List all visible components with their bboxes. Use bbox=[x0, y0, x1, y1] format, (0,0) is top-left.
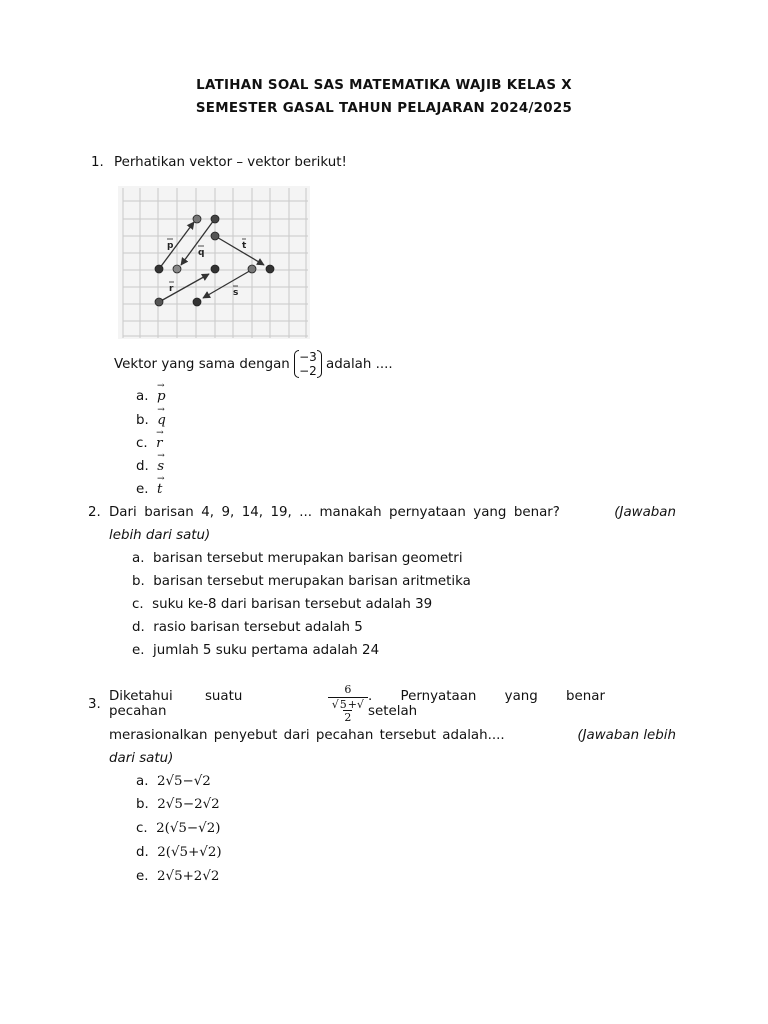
fraction-denominator: √5+√2 bbox=[328, 697, 368, 726]
option-text: jumlah 5 suku pertama adalah 24 bbox=[153, 643, 380, 658]
vector-r-label: r bbox=[169, 284, 174, 294]
option-letter: e. bbox=[132, 643, 145, 658]
q1-option-a[interactable] bbox=[136, 389, 166, 404]
option-letter: b. bbox=[132, 574, 145, 589]
option-text: barisan tersebut merupakan barisan aritmetika bbox=[153, 574, 471, 589]
q2-option-e[interactable] bbox=[132, 643, 379, 658]
q3-text-b: . Pernyataan yang benar setelah bbox=[368, 689, 605, 719]
option-letter: d. bbox=[136, 845, 149, 860]
vector-q-label: q bbox=[198, 248, 205, 258]
q1-stem bbox=[114, 350, 393, 380]
q3-number: 3. bbox=[88, 697, 101, 712]
q3-option-c[interactable] bbox=[136, 821, 220, 836]
q2-option-a[interactable] bbox=[132, 551, 463, 566]
q3-option-d[interactable] bbox=[136, 845, 222, 860]
q1-option-c[interactable] bbox=[136, 436, 163, 451]
q2-option-d[interactable] bbox=[132, 620, 363, 635]
q2-option-b[interactable] bbox=[132, 574, 471, 589]
option-letter: a. bbox=[136, 774, 149, 789]
matrix-entry-top: −3 bbox=[299, 350, 317, 364]
q1-option-d[interactable] bbox=[136, 459, 164, 474]
option-expression: 2(√5+√2) bbox=[157, 845, 222, 860]
option-vector-q: → q bbox=[157, 413, 166, 428]
q1-stem-after: adalah .... bbox=[326, 357, 393, 372]
option-letter: d. bbox=[132, 620, 145, 635]
radicand-5: 5 bbox=[339, 697, 347, 711]
option-letter: a. bbox=[132, 551, 145, 566]
q1-text: Perhatikan vektor – vektor berikut! bbox=[114, 155, 347, 170]
q2-number: 2. bbox=[88, 505, 101, 520]
q3-option-e[interactable] bbox=[136, 869, 219, 884]
q1-option-b[interactable] bbox=[136, 413, 166, 428]
option-text: barisan tersebut merupakan barisan geometri bbox=[152, 551, 463, 566]
option-expression: 2(√5−√2) bbox=[156, 821, 221, 836]
option-letter: c. bbox=[132, 597, 144, 612]
title-line-1: LATIHAN SOAL SAS MATEMATIKA WAJIB KELAS X bbox=[196, 78, 572, 93]
vector-s-label: s bbox=[233, 288, 239, 298]
q3-line-3: dari satu) bbox=[109, 751, 174, 766]
matrix-entry-bottom: −2 bbox=[299, 364, 317, 378]
q1-option-e[interactable] bbox=[136, 482, 162, 497]
q3-text-c: merasionalkan penyebut dari pecahan tersebut adalah.... bbox=[109, 728, 505, 743]
option-expression: 2√5+2√2 bbox=[157, 869, 220, 884]
option-vector-s: → s bbox=[157, 459, 164, 474]
q3-line-1 bbox=[109, 682, 676, 725]
q3-option-a[interactable] bbox=[136, 774, 211, 789]
q3-text-a: Diketahui suatu pecahan bbox=[109, 689, 243, 719]
option-expression: 2√5−√2 bbox=[156, 774, 211, 789]
option-letter: c. bbox=[136, 436, 148, 451]
option-letter: d. bbox=[136, 459, 149, 474]
option-letter: b. bbox=[136, 413, 149, 428]
q2-option-c[interactable] bbox=[132, 597, 432, 612]
option-text: rasio barisan tersebut adalah 5 bbox=[153, 620, 363, 635]
fraction-numerator: 6 bbox=[344, 682, 352, 696]
vector-t-label: t bbox=[242, 241, 247, 251]
option-letter: c. bbox=[136, 821, 148, 836]
option-vector-p: → p bbox=[157, 389, 166, 404]
option-text: suku ke-8 dari barisan tersebut adalah 39 bbox=[152, 597, 433, 612]
option-letter: b. bbox=[136, 797, 149, 812]
q2-line-1 bbox=[109, 505, 676, 520]
q2-text: Dari barisan 4, 9, 14, 19, ... manakah pernyataan yang benar? bbox=[109, 505, 560, 520]
q2-line-2: lebih dari satu) bbox=[109, 528, 211, 543]
option-letter: e. bbox=[136, 482, 149, 497]
q1-stem-before: Vektor yang sama dengan bbox=[114, 357, 290, 372]
q3-line-2 bbox=[109, 728, 676, 743]
vector-grid-figure bbox=[118, 186, 310, 339]
option-letter: e. bbox=[136, 869, 149, 884]
q2-italic-note: (Jawaban bbox=[614, 505, 676, 520]
title-line-2: SEMESTER GASAL TAHUN PELAJARAN 2024/2025 bbox=[195, 101, 573, 116]
column-vector-matrix bbox=[294, 350, 322, 378]
fraction bbox=[328, 683, 368, 725]
q3-italic-note: (Jawaban lebih bbox=[577, 728, 676, 743]
option-vector-t: → t bbox=[157, 482, 162, 497]
q1-number: 1. bbox=[91, 155, 104, 170]
option-vector-r: → r bbox=[156, 436, 162, 451]
q3-option-b[interactable] bbox=[136, 797, 220, 812]
vector-p-label: p bbox=[167, 241, 174, 251]
radicand-2: 2 bbox=[344, 711, 352, 725]
option-letter: a. bbox=[136, 389, 149, 404]
option-expression: 2√5−2√2 bbox=[157, 797, 220, 812]
